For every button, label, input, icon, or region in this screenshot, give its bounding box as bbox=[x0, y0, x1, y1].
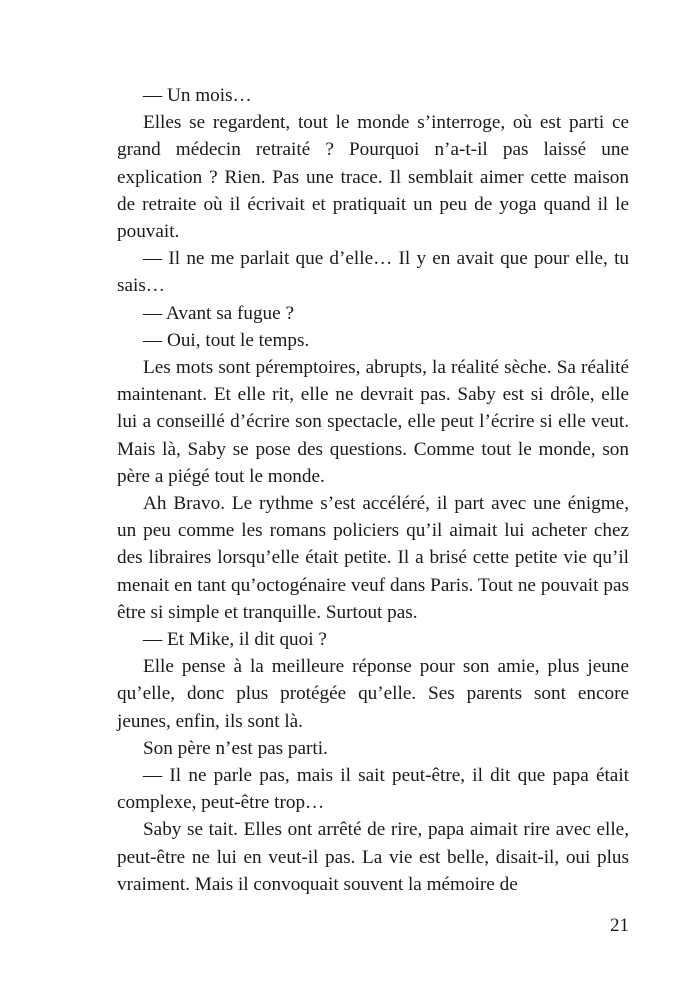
paragraph: — Il ne me parlait que d’elle… Il y en avait que pour elle, tu sais… bbox=[117, 248, 629, 297]
paragraph: — Il ne parle pas, mais il sait peut-être, il dit que papa était complexe, peut-être trop… bbox=[117, 765, 629, 814]
paragraph: Son père n’est pas parti. bbox=[143, 737, 328, 759]
paragraph: Ah Bravo. Le rythme s’est accéléré, il part avec une énigme, un peu comme les romans policiers qu’il aimait lui acheter chez des libraires lorsqu’elle était petite. Il a brisé cette petite vie qu’il menait en tant qu’octogénaire veuf dans Paris. Tout ne pouvait pas être si simple et tranquille. Surtout pas. bbox=[117, 493, 629, 623]
paragraph: — Un mois… bbox=[143, 85, 252, 106]
paragraph: — Et Mike, il dit quoi ? bbox=[143, 629, 327, 651]
paragraph: Elles se regardent, tout le monde s’interroge, où est parti ce grand médecin retraité ? Pourquoi n’a-t-il pas laissé une explication ? Rien. Pas une trace. Il semblait aimer cette maison de retraite où il écrivait et pratiquait un peu de yoga quand il le pouvait. bbox=[117, 112, 629, 243]
paragraph: Saby se tait. Elles ont arrêté de rire, papa aimait rire avec elle, peut-être ne lui en veut-il pas. La vie est belle, disait-il, oui plus vraiment. Mais il convoquait souvent la mémoire de bbox=[117, 819, 629, 895]
paragraph: Les mots sont péremptoires, abrupts, la réalité sèche. Sa réalité maintenant. Et elle rit, elle ne devrait pas. Saby est si drôle, elle lui a conseillé d’écrire son spectacle, elle peut l’écrire si elle veut. Mais là, Saby se pose des questions. Comme tout le monde, son père a piégé tout le monde. bbox=[117, 357, 629, 487]
page-number: 21 bbox=[610, 915, 629, 936]
paragraph: Elle pense à la meilleure réponse pour son amie, plus jeune qu’elle, donc plus protégée qu’elle. Ses parents sont encore jeunes, enfin, ils sont là. bbox=[117, 656, 629, 732]
paragraph: — Avant sa fugue ? bbox=[143, 302, 294, 324]
paragraph: — Oui, tout le temps. bbox=[143, 329, 310, 351]
body-text bbox=[117, 82, 629, 898]
